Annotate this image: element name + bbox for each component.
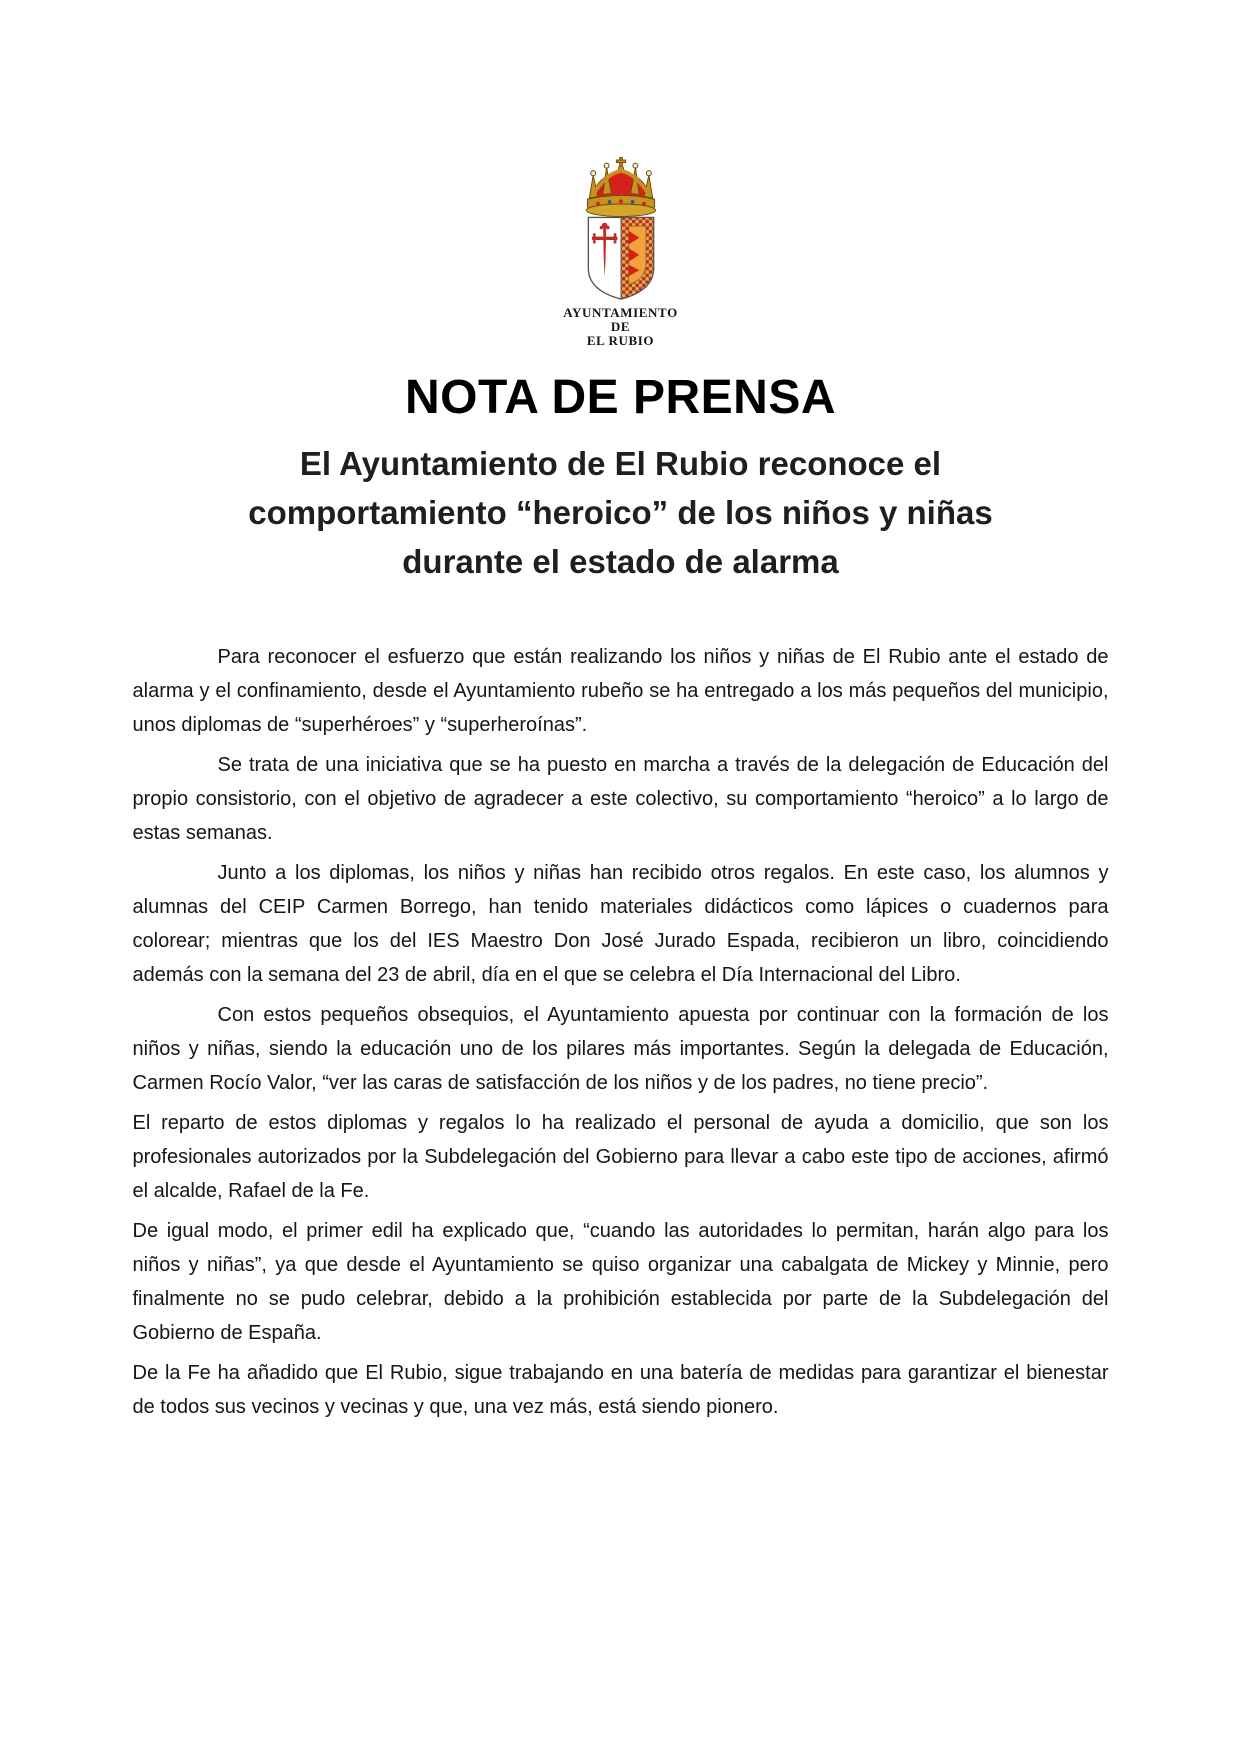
headline: [121, 439, 1121, 586]
logo-caption: [0, 306, 1241, 348]
shield-icon: [588, 217, 653, 299]
paragraph-1: Para reconocer el esfuerzo que están realizando los niños y niñas de El Rubio ante el estado de alarma y el confinamiento, desde el Ayuntamiento rubeño se ha entregado a los más pequeños del municipio, unos diplomas de “superhéroes” y “superheroínas”.: [132, 646, 1109, 737]
headline-line-2: comportamiento “heroico” de los niños y niñas: [248, 494, 993, 532]
paragraph-5: El reparto de estos diplomas y regalos lo ha realizado el personal de ayuda a domicilio, que son los profesionales autorizados por la Subdelegación del Gobierno para llevar a cabo este tipo de acciones, afirmó el alcalde, Rafael de la Fe.: [132, 1112, 1109, 1203]
crown-icon: [586, 157, 655, 216]
body-text: [133, 640, 1109, 1424]
coat-of-arms-icon: [568, 156, 674, 302]
logo-caption-line-1: AYUNTAMIENTO: [563, 305, 678, 320]
paragraph-2: Se trata de una iniciativa que se ha puesto en marcha a través de la delegación de Educación del propio consistorio, con el objetivo de agradecer a este colectivo, su comportamiento “heroico” a lo largo de estas semanas.: [132, 754, 1109, 845]
paragraph-6: De igual modo, el primer edil ha explicado que, “cuando las autoridades lo permitan, harán algo para los niños y niñas”, ya que desde el Ayuntamiento se quiso organizar una cabalgata de Mickey y Minnie, pero finalmente no se pudo celebrar, debido a la prohibición establecida por parte de la Subdelegación del Gobierno de España.: [132, 1220, 1109, 1345]
paragraph-7: De la Fe ha añadido que El Rubio, sigue trabajando en una batería de medidas para garantizar el bienestar de todos sus vecinos y vecinas y que, una vez más, está siendo pionero.: [132, 1362, 1109, 1419]
page-title: NOTA DE PRENSA: [404, 371, 837, 425]
logo-caption-line-3: EL RUBIO: [586, 333, 655, 349]
logo-caption-line-2: DE: [610, 319, 631, 335]
paragraph-3: Junto a los diplomas, los niños y niñas han recibido otros regalos. En este caso, los alumnos y alumnas del CEIP Carmen Borrego, han tenido materiales didácticos como lápices o cuadernos para colorear; mientras que los del IES Maestro Don José Jurado Espada, recibieron un libro, coincidiendo además con la semana del 23 de abril, día en el que se celebra el Día Internacional del Libro.: [132, 862, 1109, 987]
paragraph-4: Con estos pequeños obsequios, el Ayuntamiento apuesta por continuar con la formación de los niños y niñas, siendo la educación uno de los pilares más importantes. Según la delegada de Educación, Carmen Rocío Valor, “ver las caras de satisfacción de los niños y de los padres, no tiene precio”.: [132, 1004, 1109, 1095]
headline-line-3: durante el estado de alarma: [402, 543, 839, 581]
headline-line-1: El Ayuntamiento de El Rubio reconoce el: [299, 445, 942, 483]
